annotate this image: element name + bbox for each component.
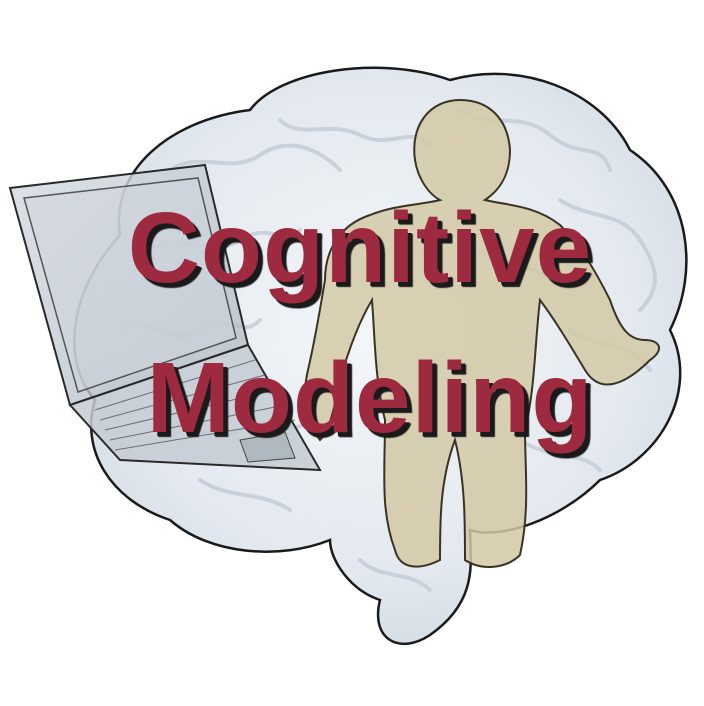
title-line-modeling: Modeling [146,342,594,454]
title-line-cognitive: Cognitive [127,192,593,304]
